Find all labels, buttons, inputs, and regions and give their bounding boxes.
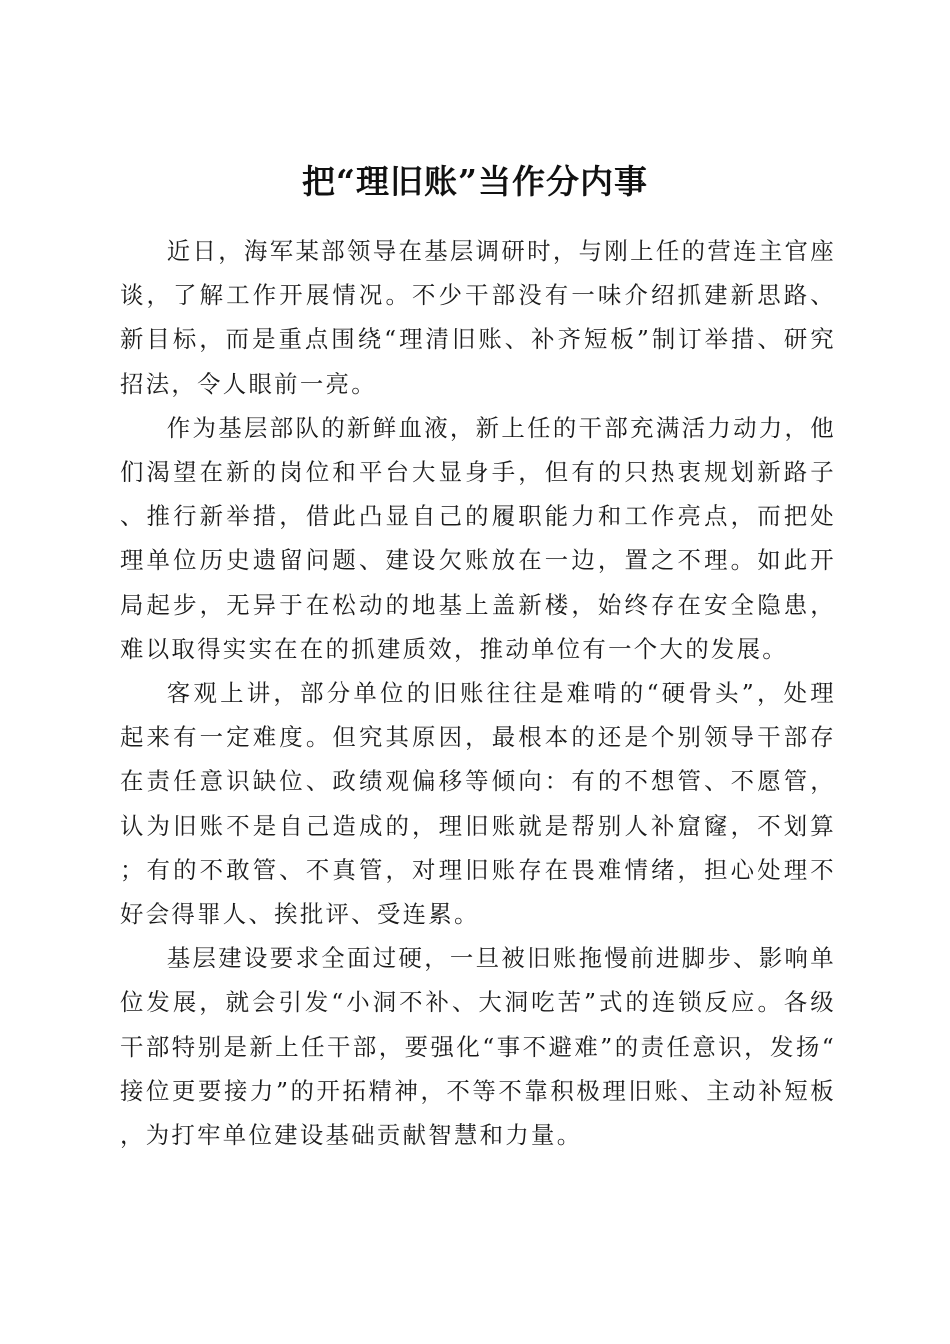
paragraph-2: 作为基层部队的新鲜血液，新上任的干部充满活力动力，他们渴望在新的岗位和平台大显身手，但有的只热衷规划新路子、推行新举措，借此凸显自己的履职能力和工作亮点，而把处理单位历史遗留问题、建设欠账放在一边，置之不理。如此开局起步，无异于在松动的地基上盖新楼，始终存在安全隐患，难以取得实实在在的抓建质效，推动单位有一个大的发展。 (120, 413, 836, 663)
paragraph-4: 基层建设要求全面过硬，一旦被旧账拖慢前进脚步、影响单位发展，就会引发“小洞不补、大洞吃苦”式的连锁反应。各级干部特别是新上任干部，要强化“事不避难”的责任意识，发扬“接位更要接力”的开拓精神，不等不靠积极理旧账、主动补短板，为打牢单位建设基础贡献智慧和力量。 (120, 944, 836, 1150)
paragraph-3: 客观上讲，部分单位的旧账往往是难啃的“硬骨头”，处理起来有一定难度。但究其原因，最根本的还是个别领导干部存在责任意识缺位、政绩观偏移等倾向：有的不想管、不愿管，认为旧账不是自己造成的，理旧账就是帮别人补窟窿，不划算；有的不敢管、不真管，对理旧账存在畏难情绪，担心处理不好会得罪人、挨批评、受连累。 (120, 679, 836, 929)
paragraph-1: 近日，海军某部领导在基层调研时，与刚上任的营连主官座谈，了解工作开展情况。不少干部没有一味介绍抓建新思路、新目标，而是重点围绕“理清旧账、补齐短板”制订举措、研究招法，令人眼前一亮。 (120, 237, 836, 398)
article-title: 把“理旧账”当作分内事 (302, 162, 648, 202)
article-body (120, 229, 836, 1157)
